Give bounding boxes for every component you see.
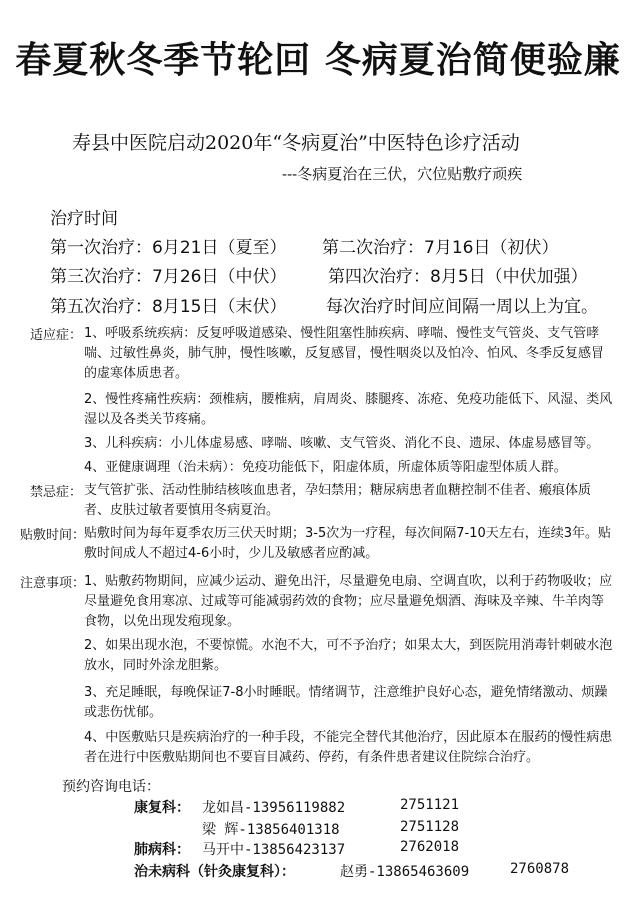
schedule-heading: 治疗时间 — [50, 209, 118, 229]
contact-person: 梁 辉-13856401318 — [202, 822, 340, 838]
contacts-heading: 预约咨询电话： — [62, 779, 160, 795]
session-1: 第一次治疗：6月21日（夏至） — [50, 238, 287, 258]
page-title: 春夏秋冬季节轮回 冬病夏治简便验廉 — [15, 39, 621, 81]
contact-dept: 治未病科（针灸康复科）： — [134, 864, 295, 880]
indication-item: 2、慢性疼痛性疾病：颈椎病，腰椎病，肩周炎、膝腿疼、冻疮、免疫功能低下、风湿、类风湿以及各类关节疼痛。 — [84, 392, 613, 427]
tagline: ---冬病夏治在三伏，穴位贴敷疗顽疾 — [282, 165, 523, 183]
contraindications-label: 禁忌症： — [29, 485, 82, 500]
precaution-item: 4、中医敷贴只是疾病治疗的一种手段，不能完全替代其他治疗，因此原本在服药的慢性病患者在进行中医敷贴期间也不要盲目减药、停药，有条件患者建议住院综合治疗。 — [84, 730, 613, 765]
session-5: 第五次治疗：8月15日（末伏） — [50, 297, 287, 317]
contact-person: 龙如昌-13956119882 — [202, 800, 346, 816]
page-subtitle: 寿县中医院启动2020年“冬病夏治”中医特色诊疗活动 — [72, 132, 520, 154]
contact-person: 赵勇-13865463609 — [340, 864, 470, 880]
contact-ext: 2751128 — [400, 819, 460, 835]
contact-ext: 2760878 — [510, 861, 570, 877]
application-time-label: 贴敷时间： — [20, 528, 86, 543]
application-time-text: 贴敷时间为每年夏季农历三伏天时期；3-5次为一疗程，每次间隔7-10天左右，连续3年。贴敷时间成人不超过4-6小时，少儿及敏感者应酌减。 — [84, 526, 612, 561]
interval-note: 每次治疗时间应间隔一周以上为宜。 — [326, 297, 598, 317]
indications-label: 适应症： — [29, 328, 82, 343]
precaution-item: 1、贴敷药物期间，应减少运动、避免出汗，尽量避免电扇、空调直吹，以利于药物吸收；应尽量避免食用寒凉、过咸等可能减弱药效的食物；应尽量避免烟酒、海味及辛辣、牛羊肉等食物，以免出现发疱现象。 — [84, 574, 613, 629]
indication-item: 4、亚健康调理（治未病）：免疫功能低下，阳虚体质，所虚体质等阳虚型体质人群。 — [84, 460, 567, 475]
session-3: 第三次治疗：7月26日（中伏） — [50, 267, 287, 287]
precaution-item: 3、充足睡眠，每晚保证7-8小时睡眠。情绪调节，注意维护良好心态，避免情绪激动、烦躁或悲伤忧郁。 — [84, 685, 608, 720]
contact-dept: 肺病科： — [134, 842, 190, 858]
indication-item: 1、呼吸系统疾病：反复呼吸道感染、慢性阻塞性肺疾病、哮喘、慢性支气管炎、支气管哮喘、过敏性鼻炎，肺气肿，慢性咳嗽，反复感冒，慢性咽炎以及怕冷、怕风、冬季反复感冒的虚寒体质患者。 — [84, 326, 605, 381]
contact-ext: 2762018 — [400, 839, 460, 855]
indication-item: 3、儿科疾病：小儿体虚易感、哮喘、咳嗽、支气管炎、消化不良、遗尿、体虚易感冒等。 — [84, 436, 600, 451]
precaution-item: 2、如果出现水泡，不要惊慌。水泡不大，可不予治疗；如果太大，到医院用消毒针刺破水泡放水，同时外涂龙胆紫。 — [84, 638, 613, 673]
contact-ext: 2751121 — [400, 797, 460, 813]
precautions-label: 注意事项： — [20, 576, 86, 591]
contact-person: 马开中-13856423137 — [202, 842, 346, 858]
contraindications-text: 支气管扩张、活动性肺结核咳血患者，孕妇禁用；糖尿病患者血糖控制不佳者、瘢痕体质者、皮肤过敏者要慎用冬病夏治。 — [84, 483, 592, 518]
session-2: 第二次治疗：7月16日（初伏） — [322, 238, 559, 258]
session-4: 第四次治疗：8月5日（中伏加强） — [328, 267, 588, 287]
contact-dept: 康复科： — [134, 800, 190, 816]
